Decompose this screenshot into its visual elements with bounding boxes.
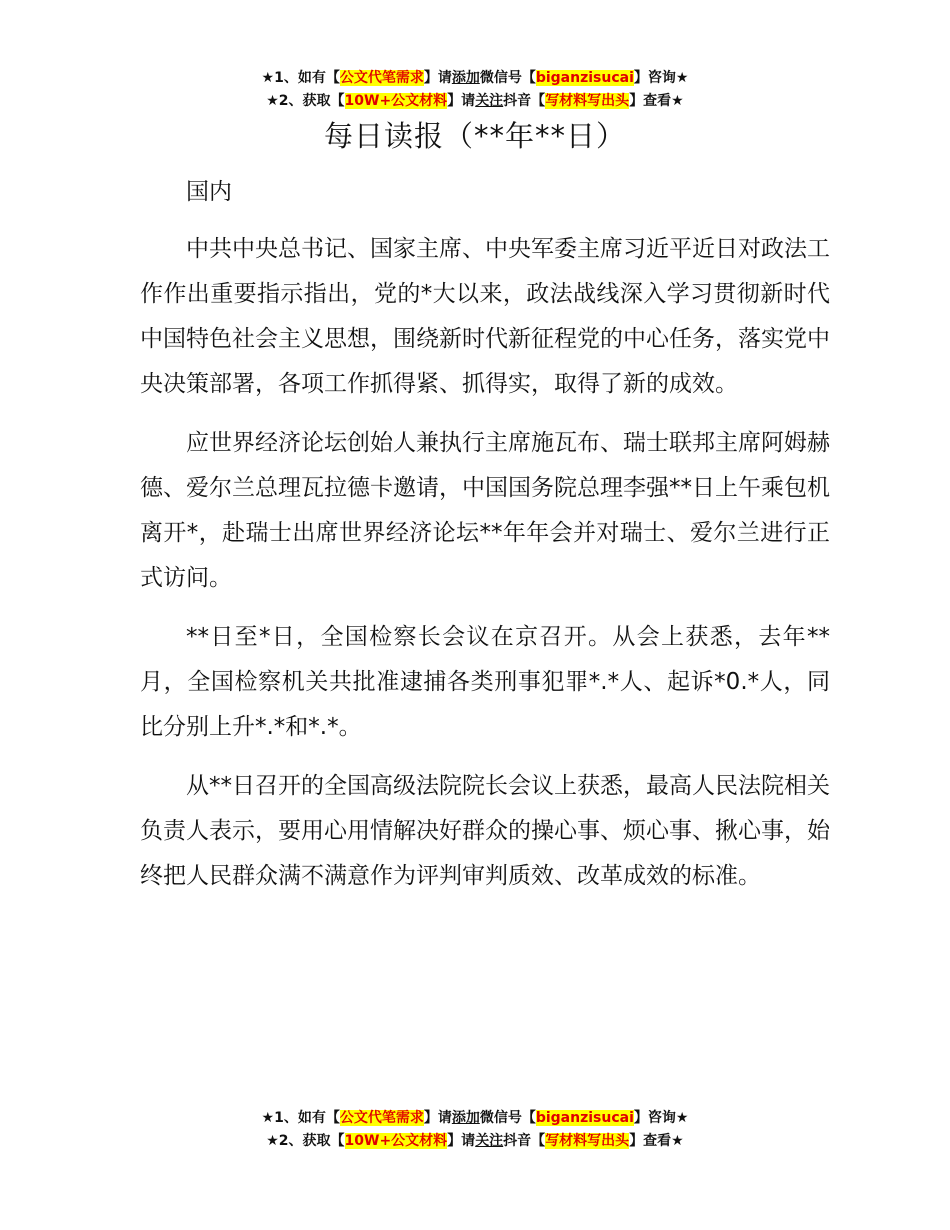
douyin-id-highlight: 写材料写出头 bbox=[545, 93, 630, 109]
document-body bbox=[140, 170, 830, 913]
section-heading: 国内 bbox=[186, 179, 232, 205]
materials-highlight: 10W+公文材料 bbox=[344, 93, 448, 109]
footer-banner bbox=[0, 1107, 950, 1153]
banner-line-1: ★1、如有【公文代笔需求】请添加微信号【biganzisucai】咨询★ bbox=[261, 70, 689, 86]
news-paragraph: 中共中央总书记、国家主席、中央军委主席习近平近日对政法工作作出重要指示指出，党的*大以来，政法战线深入学习贯彻新时代中国特色社会主义思想，围绕新时代新征程党的中心任务，落实党中央决策部署，各项工作抓得紧、抓得实，取得了新的成效。 bbox=[140, 236, 830, 397]
banner-line-2: ★2、获取【10W+公文材料】请关注抖音【写材料写出头】查看★ bbox=[266, 93, 684, 109]
service-highlight: 公文代笔需求 bbox=[339, 1110, 424, 1126]
banner-line-2: ★2、获取【10W+公文材料】请关注抖音【写材料写出头】查看★ bbox=[266, 1133, 684, 1149]
douyin-id-highlight: 写材料写出头 bbox=[545, 1133, 630, 1149]
banner-line-1: ★1、如有【公文代笔需求】请添加微信号【biganzisucai】咨询★ bbox=[261, 1110, 689, 1126]
wechat-id-highlight: biganzisucai bbox=[535, 1110, 634, 1126]
news-paragraph: **日至*日，全国检察长会议在京召开。从会上获悉，去年**月，全国检察机关共批准逮捕各类刑事犯罪*.*人、起诉*0.*人，同比分别上升*.*和*.*。 bbox=[140, 624, 830, 740]
materials-highlight: 10W+公文材料 bbox=[344, 1133, 448, 1149]
news-paragraph: 从**日召开的全国高级法院院长会议上获悉，最高人民法院相关负责人表示，要用心用情解决好群众的操心事、烦心事、揪心事，始终把人民群众满不满意作为评判审判质效、改革成效的标准。 bbox=[140, 773, 830, 889]
news-paragraph: 应世界经济论坛创始人兼执行主席施瓦布、瑞士联邦主席阿姆赫德、爱尔兰总理瓦拉德卡邀请，中国国务院总理李强**日上午乘包机离开*，赴瑞士出席世界经济论坛**年年会并对瑞士、爱尔兰进行正式访问。 bbox=[140, 430, 830, 591]
header-banner bbox=[0, 67, 950, 113]
page-title: 每日读报（**年**日） bbox=[323, 119, 626, 153]
service-highlight: 公文代笔需求 bbox=[339, 70, 424, 86]
wechat-id-highlight: biganzisucai bbox=[535, 70, 634, 86]
